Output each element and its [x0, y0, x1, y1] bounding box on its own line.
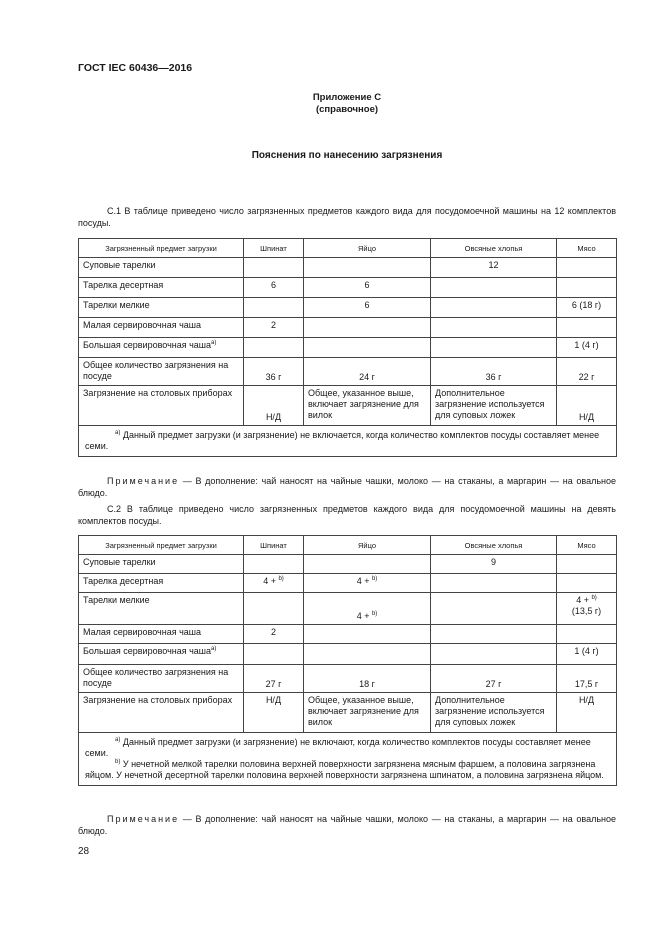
c1-table — [78, 238, 617, 457]
section-title: Пояснения по нанесению загрязнения — [251, 150, 443, 161]
table-row — [79, 644, 617, 665]
c1-header-row — [79, 239, 617, 258]
table-row — [79, 318, 617, 338]
annex-subtitle: (справочное) — [315, 104, 379, 115]
table-cell — [557, 318, 617, 338]
row-label: Загрязнение на столовых приборах — [79, 693, 244, 733]
table-cell: Дополнительное загрязнение используется для суповых ложек — [431, 386, 557, 426]
table-cell — [431, 338, 557, 358]
table-cell: 17,5 г — [557, 665, 617, 693]
column-header: Мясо — [557, 536, 617, 555]
table-cell — [557, 555, 617, 574]
footnote-marker: b) — [371, 611, 378, 617]
row-label: Загрязнение на столовых приборах — [79, 386, 244, 426]
table-cell: 1 (4 г) — [557, 644, 617, 665]
row-label: Тарелка десертная — [79, 278, 244, 298]
footnote-row — [79, 733, 617, 786]
page-number: 28 — [78, 846, 90, 857]
table-cell — [431, 593, 557, 625]
c2-table — [78, 535, 617, 786]
table-cell: 1 (4 г) — [557, 338, 617, 358]
row-label: Суповые тарелки — [79, 258, 244, 278]
table-cell: 24 г — [304, 358, 431, 386]
table-cell: 27 г — [244, 665, 304, 693]
table-row — [79, 386, 617, 426]
table-row — [79, 625, 617, 644]
table-cell: 36 г — [244, 358, 304, 386]
footnote-marker: а) — [211, 646, 217, 652]
table-row — [79, 298, 617, 318]
row-label: Тарелки мелкие — [79, 298, 244, 318]
column-header: Мясо — [557, 239, 617, 258]
annex-title: Приложение С — [312, 92, 382, 103]
table-cell: 27 г — [431, 665, 557, 693]
table-cell: Дополнительное загрязнение используется для суповых ложек — [431, 693, 557, 733]
column-header: Яйцо — [304, 536, 431, 555]
table-cell: Общее, указанное выше, включает загрязнение для вилок — [304, 693, 431, 733]
table-cell — [431, 625, 557, 644]
row-label: Тарелки мелкие — [79, 593, 244, 625]
row-label: Общее количество загрязнения на посуде — [79, 358, 244, 386]
table-row — [79, 358, 617, 386]
footnote-b: $^{b)}$ У нечетной мелкой тарелки половина верхней поверхности загрязнена мясным фаршем, а половина загрязнена яйцом. У нечетной десертной тарелки половина верхней поверхности загрязнена шпинатом, а половина загрязнена яйцом. — [85, 759, 604, 780]
column-header: Загрязненный предмет загрузки — [79, 239, 244, 258]
table-cell — [431, 574, 557, 593]
column-header: Овсяные хлопья — [431, 536, 557, 555]
c2-paragraph: С.2 В таблице приведено число загрязненных предметов каждого вида для посудомоечной машины на девять комплектов посуды. — [78, 504, 616, 526]
table-cell — [304, 338, 431, 358]
table-row — [79, 258, 617, 278]
table-cell: 4 + $^{b)}$ — [244, 574, 304, 593]
row-label: Суповые тарелки — [79, 555, 244, 574]
table-cell — [557, 625, 617, 644]
footnote-marker: b) — [371, 576, 378, 582]
table-cell — [304, 644, 431, 665]
table-row — [79, 593, 617, 625]
row-label: Тарелка десертная — [79, 574, 244, 593]
footnote-marker: а) — [211, 340, 217, 346]
row-label: Большая сервировочная чаша$^{а)}$ — [79, 644, 244, 665]
table-footnote: $^{а)}$ Данный предмет загрузки (и загрязнение) не включается, когда количество комплектов посуды составляет менее семи. — [79, 426, 617, 457]
table-cell: 22 г — [557, 358, 617, 386]
table-cell — [244, 555, 304, 574]
column-header: Яйцо — [304, 239, 431, 258]
table-cell — [431, 644, 557, 665]
table-cell — [304, 625, 431, 644]
table-cell — [431, 278, 557, 298]
note-2: Примечание — В дополнение: чай наносят на чайные чашки, молоко — на стаканы, а маргарин — на овальное блюдо. — [78, 814, 616, 836]
document-code: ГОСТ IEC 60436—2016 — [78, 62, 193, 74]
table-cell: 6 — [304, 298, 431, 318]
row-label: Большая сервировочная чаша$^{а)}$ — [79, 338, 244, 358]
table-cell: 4 + $^{b)}$ — [304, 574, 431, 593]
table-cell: 2 — [244, 318, 304, 338]
column-header: Овсяные хлопья — [431, 239, 557, 258]
row-label: Общее количество загрязнения на посуде — [79, 665, 244, 693]
footnote-a: $^{а)}$ Данный предмет загрузки (и загрязнение) не включают, когда количество комплектов посуды составляет менее семи. — [85, 737, 591, 758]
table-row — [79, 555, 617, 574]
table-cell: Н/Д — [244, 693, 304, 733]
table-cell: 18 г — [304, 665, 431, 693]
column-header: Шпинат — [244, 536, 304, 555]
table-cell: 4 + $^{b)}$ — [304, 593, 431, 625]
table-cell — [244, 338, 304, 358]
c1-paragraph: С.1 В таблице приведено число загрязненных предметов каждого вида для посудомоечной машины на 12 комплектов посуды. — [78, 206, 616, 228]
c2-header-row — [79, 536, 617, 555]
table-cell: 2 — [244, 625, 304, 644]
table-cell — [304, 318, 431, 338]
row-label: Малая сервировочная чаша — [79, 625, 244, 644]
footnote-row — [79, 426, 617, 457]
table-cell — [557, 574, 617, 593]
table-row — [79, 278, 617, 298]
table-cell — [244, 593, 304, 625]
footnote-marker: b) — [278, 576, 284, 582]
table-cell: 6 — [244, 278, 304, 298]
table-cell — [304, 555, 431, 574]
table-cell — [244, 258, 304, 278]
table-cell: 6 (18 г) — [557, 298, 617, 318]
note-1: Примечание — В дополнение: чай наносят на чайные чашки, молоко — на стаканы, а маргарин — на овальное блюдо. — [78, 476, 616, 498]
table-cell: Общее, указанное выше, включает загрязнение для вилок — [304, 386, 431, 426]
table-row — [79, 693, 617, 733]
table-cell: 9 — [431, 555, 557, 574]
table-cell: Н/Д — [557, 386, 617, 426]
table-cell: Н/Д — [244, 386, 304, 426]
table-cell: 12 — [431, 258, 557, 278]
table-cell — [431, 298, 557, 318]
table-cell — [557, 258, 617, 278]
table-row — [79, 574, 617, 593]
column-header: Шпинат — [244, 239, 304, 258]
table-cell: Н/Д — [557, 693, 617, 733]
table-cell: 6 — [304, 278, 431, 298]
table-cell — [244, 644, 304, 665]
column-header: Загрязненный предмет загрузки — [79, 536, 244, 555]
table-row — [79, 338, 617, 358]
row-label: Малая сервировочная чаша — [79, 318, 244, 338]
table-cell — [557, 278, 617, 298]
table-cell — [304, 258, 431, 278]
table-cell: 4 + $^{b)}$ (13,5 г) — [557, 593, 617, 625]
table-cell — [431, 318, 557, 338]
footnote-marker: b) — [591, 595, 597, 601]
table-footnotes — [79, 733, 617, 786]
table-cell — [244, 298, 304, 318]
table-row — [79, 665, 617, 693]
table-cell: 36 г — [431, 358, 557, 386]
